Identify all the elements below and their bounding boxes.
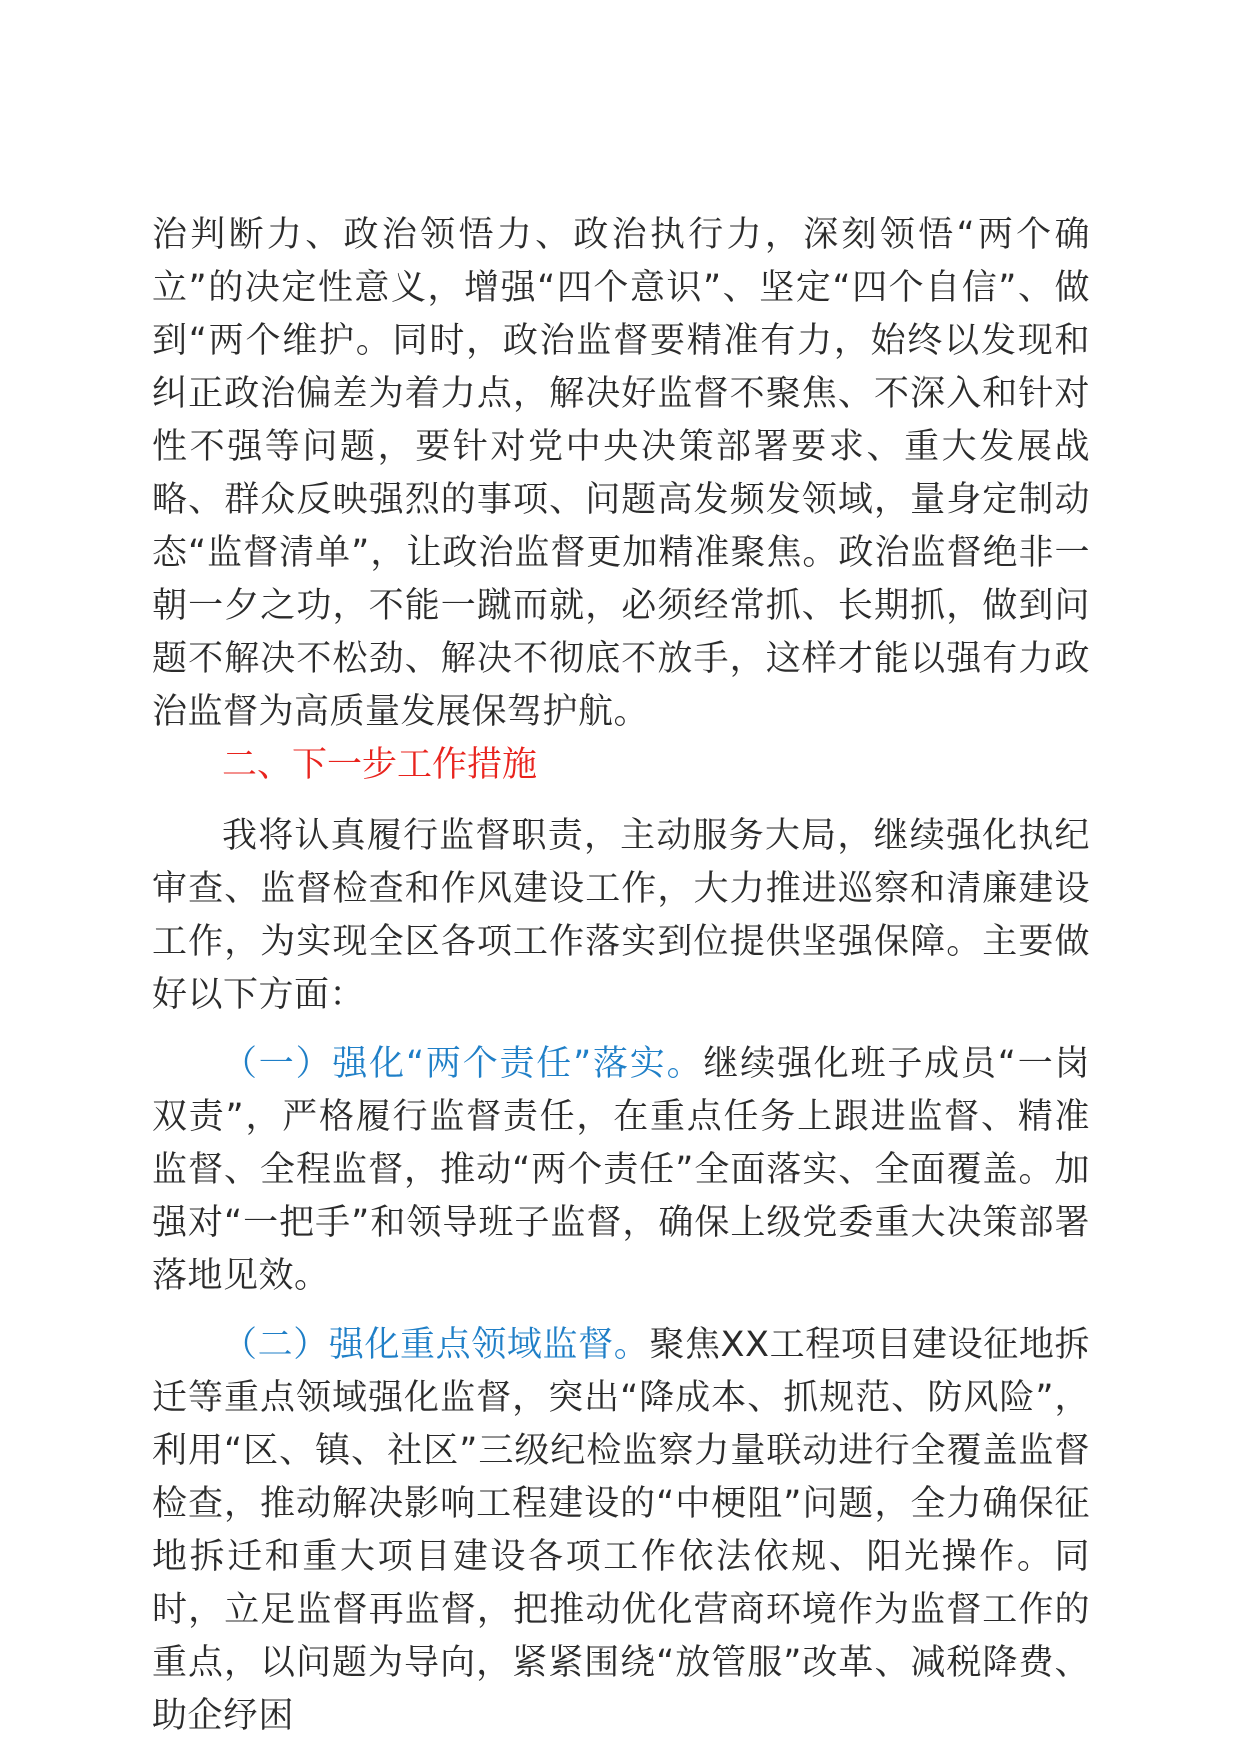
paragraph-intro-measures: 我将认真履行监督职责，主动服务大局，继续强化执纪审查、监督检查和作风建设工作，大力推进巡察和清廉建设工作，为实现全区各项工作落实到位提供坚强保障。主要做好以下方面：: [152, 816, 1090, 1015]
document-page: [152, 209, 1090, 1743]
item-one-body: 继续强化班子成员“一岗双责”，严格履行监督责任，在重点任务上跟进监督、精准监督、全程监督，推动“两个责任”全面落实、全面覆盖。加强对“一把手”和领导班子监督，确保上级党委重大决策部署落地见效。: [152, 1044, 1090, 1296]
section-heading-next-steps: 二、下一步工作措施: [222, 745, 538, 785]
paragraph-political-supervision: 治判断力、政治领悟力、政治执行力，深刻领悟“两个确立”的决定性意义，增强“四个意识”、坚定“四个自信”、做到“两个维护。同时，政治监督要精准有力，始终以发现和纠正政治偏差为着力点，解决好监督不聚焦、不深入和针对性不强等问题，要针对党中央决策部署要求、重大发展战略、群众反映强烈的事项、问题高发频发领域，量身定制动态“监督清单”，让政治监督更加精准聚焦。政治监督绝非一朝一夕之功，不能一蹴而就，必须经常抓、长期抓，做到问题不解决不松劲、解决不彻底不放手，这样才能以强有力政治监督为高质量发展保驾护航。: [152, 215, 1090, 732]
item-two-body: 聚焦XX工程项目建设征地拆迁等重点领域强化监督，突出“降成本、抓规范、防风险”，利用“区、镇、社区”三级纪检监察力量联动进行全覆盖监督检查，推动解决影响工程建设的“中梗阻”问题，全力确保征地拆迁和重大项目建设各项工作依法依规、阳光操作。同时，立足监督再监督，把推动优化营商环境作为监督工作的重点，以问题为导向，紧紧围绕“放管服”改革、减税降费、助企纾困: [152, 1325, 1090, 1736]
paragraph-item-one: [152, 1038, 1090, 1303]
subheading-item-one: （一）强化“两个责任”落实。: [222, 1044, 704, 1084]
subheading-item-two: （二）强化重点领域监督。: [222, 1325, 650, 1365]
paragraph-item-two: [152, 1319, 1090, 1743]
